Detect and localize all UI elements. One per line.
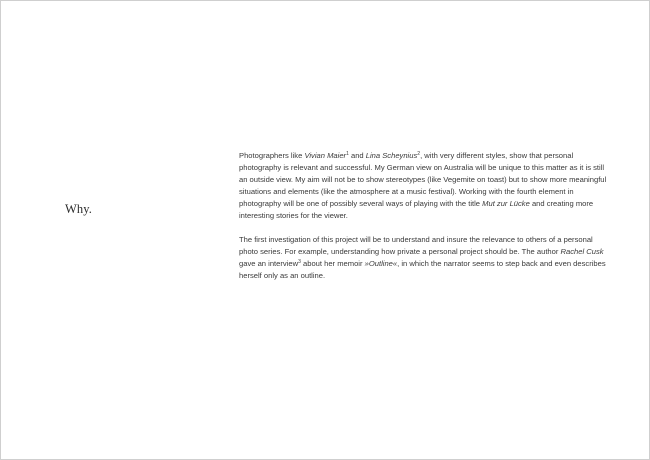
paragraph-2-text: gave an interview: [239, 258, 299, 268]
section-heading: Why.: [65, 202, 93, 216]
paragraph-1-text: and creating more interesting stories for the viewer.: [239, 198, 594, 220]
paragraph-2: [239, 234, 613, 282]
paragraph-2-text: The first investigation of this project will be to understand and insure the relevance to others of a personal photo series. For example, understanding how private a personal project should be. The author: [239, 235, 593, 256]
author-name: Rachel Cusk: [560, 246, 604, 256]
footnote-ref-3: 3: [298, 258, 301, 265]
paragraph-2-text: , in which the narrator seems to step back and even describes herself only as an outline.: [239, 258, 606, 280]
paragraph-1-text: , with very different styles, show that personal photography is relevant and successful. My German view on Australia will be unique to this matter as it is still an outside view. My aim will not be to show stereotypes (like Vegemite on toast) but to show more meaningful situations and elements (like the atmosphere at a music festival). Working with the fourth element in photography will be one of possibly several ways of playing with the title: [239, 151, 607, 208]
memoir-title: »Outline«: [364, 258, 398, 268]
footnote-ref-2: 2: [417, 151, 421, 157]
paragraph-1: [239, 150, 613, 221]
photographer-name-maier: Vivian Maier: [304, 151, 347, 160]
project-title: Mut zur Lücke: [482, 198, 530, 208]
paragraph-2-text: about her memoir: [300, 258, 365, 268]
footnote-ref-1: 1: [346, 151, 349, 157]
paragraph-1-text: and: [348, 151, 366, 160]
photographer-name-scheynius: Lina Scheynius: [365, 151, 418, 160]
paragraph-1-text: Photographers like: [239, 151, 305, 160]
body-text: [239, 150, 613, 294]
